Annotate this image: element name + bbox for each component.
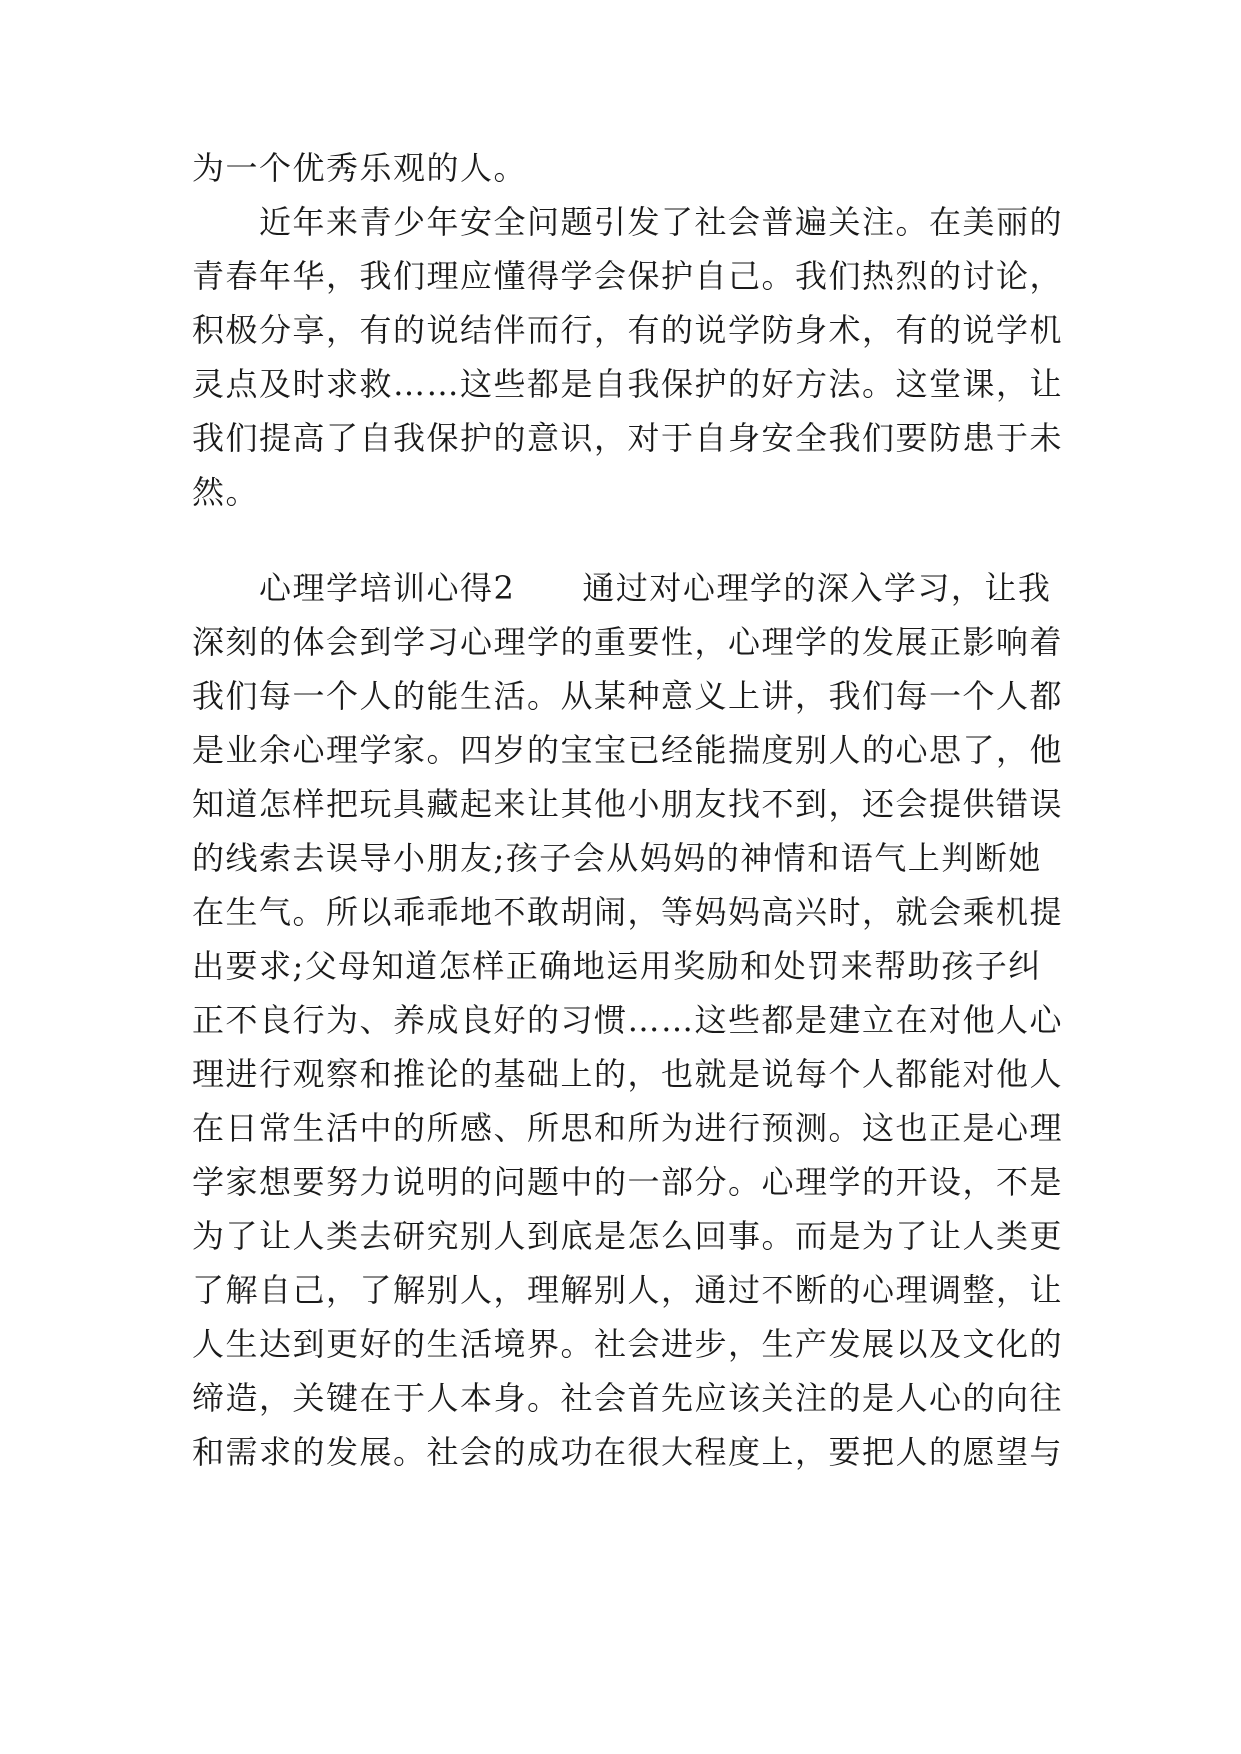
- text-line: 和需求的发展。社会的成功在很大程度上，要把人的愿望与: [192, 1433, 1064, 1471]
- text-line: 青春年华，我们理应懂得学会保护自己。我们热烈的讨论，: [192, 257, 1064, 295]
- text-line: 缔造，关键在于人本身。社会首先应该关注的是人心的向往: [192, 1379, 1064, 1417]
- text-line: 在日常生活中的所感、所思和所为进行预测。这也正是心理: [192, 1109, 1064, 1147]
- text-line: 的线索去误导小朋友;孩子会从妈妈的神情和语气上判断她: [192, 839, 1042, 877]
- text-line: 知道怎样把玩具藏起来让其他小朋友找不到，还会提供错误: [192, 785, 1064, 823]
- text-line: 学家想要努力说明的问题中的一部分。心理学的开设，不是: [192, 1163, 1064, 1201]
- text-line: 人生达到更好的生活境界。社会进步，生产发展以及文化的: [192, 1325, 1064, 1363]
- text-line: 我们提高了自我保护的意识，对于自身安全我们要防患于未: [192, 419, 1064, 457]
- text-line: 出要求;父母知道怎样正确地运用奖励和处罚来帮助孩子纠: [192, 947, 1042, 985]
- section-heading-line: 心理学培训心得2 通过对心理学的深入学习，让我: [192, 569, 1052, 607]
- text-line: 为一个优秀乐观的人。: [192, 149, 528, 187]
- text-line: 为了让人类去研究别人到底是怎么回事。而是为了让人类更: [192, 1217, 1064, 1255]
- text-line: 深刻的体会到学习心理学的重要性，心理学的发展正影响着: [192, 623, 1064, 661]
- text-line: 正不良行为、养成良好的习惯……这些都是建立在对他人心: [192, 1001, 1064, 1039]
- text-line: 了解自己，了解别人，理解别人，通过不断的心理调整，让: [192, 1271, 1064, 1309]
- text-line: 在生气。所以乖乖地不敢胡闹，等妈妈高兴时，就会乘机提: [192, 893, 1064, 931]
- text-line: 灵点及时求救……这些都是自我保护的好方法。这堂课，让: [192, 365, 1064, 403]
- text-line: 我们每一个人的能生活。从某种意义上讲，我们每一个人都: [192, 677, 1064, 715]
- text-line: 积极分享，有的说结伴而行，有的说学防身术，有的说学机: [192, 311, 1064, 349]
- text-line: 近年来青少年安全问题引发了社会普遍关注。在美丽的: [192, 203, 1064, 241]
- text-line: 然。: [192, 473, 260, 511]
- text-line: 理进行观察和推论的基础上的，也就是说每个人都能对他人: [192, 1055, 1064, 1093]
- text-line: 是业余心理学家。四岁的宝宝已经能揣度别人的心思了，他: [192, 731, 1064, 769]
